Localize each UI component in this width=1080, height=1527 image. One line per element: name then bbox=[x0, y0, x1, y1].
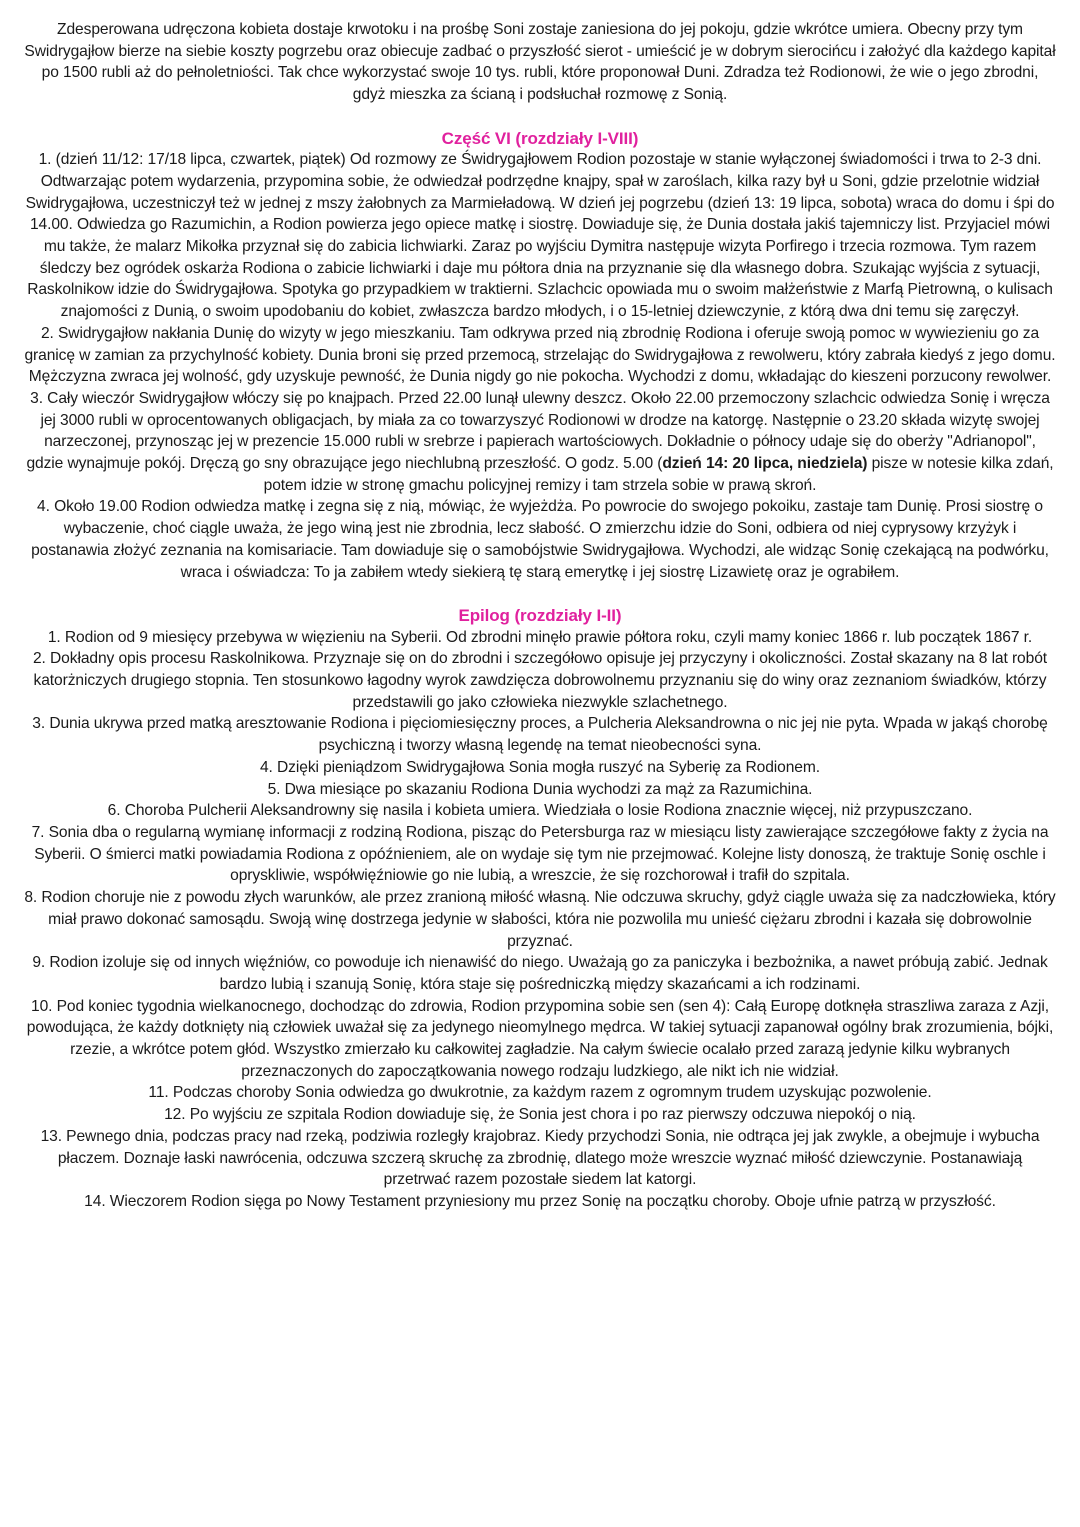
epilog-item-11: 11. Podczas choroby Sonia odwiedza go dwukrotnie, za każdym razem z ogromnym trudem uzyskując pozwolenie. bbox=[148, 1084, 932, 1102]
part6-item-4: 4. Około 19.00 Rodion odwiedza matkę i zegna się z nią, mówiąc, że wyjeżdża. Po powrocie do swojego pokoiku, zastaje tam Dunię. Prosi siostrę o wybaczenie, choć ciągle uważa, że jego winą jest nie zbrodnia, lecz słabość. O zmierzchu idzie do Soni, odbiera od niej cyprysowy krzyżyk i postanawia złożyć zeznania na komisariacie. Tam dowiaduje się o samobójstwie Swidrygajłowa. Wychodzi, ale widząc Sonię czekającą na podwórku, wraca i oświadcza: To ja zabiłem wtedy siekierą tę starą emerytkę i jej siostrę Lizawietę oraz je ograbiłem. bbox=[31, 498, 1049, 581]
epilog-heading: Epilog (rozdziały I-II) bbox=[458, 605, 622, 625]
epilog-list bbox=[24, 627, 1056, 1213]
part6-item-3-bold-date: dzień 14: 20 lipca, niedziela) bbox=[662, 455, 868, 473]
intro-paragraph: Zdesperowana udręczona kobieta dostaje krwotoku i na prośbę Soni zostaje zaniesiona do jej pokoju, gdzie wkrótce umiera. Obecny przy tym Swidrygajłow bierze na siebie koszty pogrzebu oraz obiecuje zadbać o przyszłość sierot - umieścić je w dobrym sierocińcu i założyć dla każdego kapitał po 1500 rubli aż do pełnoletniości. Tak chce wykorzystać swoje 10 tys. rubli, które proponował Duni. Zdradza też Rodionowi, że wie o jego zbrodni, gdyż mieszka za ścianą i podsłuchał rozmowę z Sonią. bbox=[24, 21, 1056, 104]
epilog-item-9: 9. Rodion izoluje się od innych więźniów, co powoduje ich nienawiść do niego. Uważają go za paniczyka i bezbożnika, a nawet próbują zabić. Jednak bardzo lubią i szanują Sonię, która staje się pośredniczką między skazańcami a ich rodzinami. bbox=[32, 954, 1048, 993]
epilog-item-13: 13. Pewnego dnia, podczas pracy nad rzeką, podziwia rozległy krajobraz. Kiedy przychodzi Sonia, nie odtrąca jej jak zwykle, a obejmuje i wybucha płaczem. Doznaje łaski nawrócenia, odczuwa szczerą skruchę za zbrodnię, dlatego może wreszcie wyznać miłość dziewczynie. Postanawiają przetrwać razem pozostałe siedem lat katorgi. bbox=[40, 1127, 1040, 1189]
part6-item-1: 1. (dzień 11/12: 17/18 lipca, czwartek, piątek) Od rozmowy ze Świdrygajłowem Rodion pozostaje w stanie wyłączonej świadomości i trwa to 2-3 dni. Odtwarzając potem wydarzenia, przypomina sobie, że odwiedzał podrzędne knajpy, spał w zaroślach, kilka razy był u Soni, gdzie przelotnie widział Swidrygajłowa, uczestniczył też w jednej z mszy żałobnych za Marmieładową. W dzień jej pogrzebu (dzień 13: 19 lipca, sobota) wraca do domu i śpi do 14.00. Odwiedza go Razumichin, a Rodion powierza jego opiece matkę i siostrę. Dowiaduje się, że Dunia dostała jakiś tajemniczy list. Przyjaciel mówi mu także, że malarz Mikołka przyznał się do zabicia lichwiarki. Zaraz po wyjściu Dymitra następuje wizyta Porfirego i trzecia rozmowa. Tym razem śledczy bez ogródek oskarża Rodiona o zabicie lichwiarki i daje mu półtora dnia na przyznanie się dla własnego dobra. Szukając wyjścia z sytuacji, Raskolnikow idzie do Świdrygajłowa. Spotyka go przypadkiem w traktierni. Szlachcic opowiada mu o swoim małżeństwie z Marfą Pietrowną, o kulisach znajomości z Dunią, o swoim upodobaniu do kobiet, zwłaszcza bardzo młodych, i o 15-letniej dziewczynie, z którą dwa dni temu się zaręczył. bbox=[25, 151, 1055, 321]
document-page bbox=[24, 19, 1056, 1213]
epilog-item-5: 5. Dwa miesiące po skazaniu Rodiona Dunia wychodzi za mąż za Razumichina. bbox=[267, 780, 813, 798]
epilog-item-2: 2. Dokładny opis procesu Raskolnikowa. Przyznaje się on do zbrodni i szczegółowo opisuje jej przyczyny i okoliczności. Został skazany na 8 lat robót katorżniczych drugiego stopnia. Ten stosunkowo łagodny wyrok zawdzięcza dobrowolnemu przyznaniu się do winy oraz zeznaniom świadków, którzy przedstawili go jako człowieka niezwykle szlachetnego. bbox=[32, 650, 1048, 711]
part6-item-3-text-b: pisze w notesie kilka zdań, potem idzie w stronę gmachu policyjnej remizy i tam strzela sobie w prawą skroń. bbox=[263, 455, 1054, 494]
epilog-item-10: 10. Pod koniec tygodnia wielkanocnego, dochodząc do zdrowia, Rodion przypomina sobie sen (sen 4): Całą Europę dotknęła straszliwa zaraza z Azji, powodująca, że każdy dotknięty nią człowiek uważał się za jedynego nieomylnego mędrca. W takiej sytuacji zapanował ogólny brak zrozumienia, bójki, rzezie, a wkrótce potem głód. Wszystko zmierzało ku całkowitej zagładzie. Na całym świecie ocalało przed zarazą jedynie kilku wybranych przeznaczonych do zapoczątkowania nowego rodzaju ludzkiego, ale nikt ich nie widział. bbox=[26, 997, 1054, 1080]
epilog-item-14: 14. Wieczorem Rodion sięga po Nowy Testament przyniesiony mu przez Sonię na początku choroby. Oboje ufnie patrzą w przyszłość. bbox=[84, 1192, 996, 1210]
epilog-item-6: 6. Choroba Pulcherii Aleksandrowny się nasila i kobieta umiera. Wiedziała o losie Rodiona znacznie więcej, niż przypuszczano. bbox=[107, 802, 973, 820]
epilog-item-7: 7. Sonia dba o regularną wymianę informacji z rodziną Rodiona, pisząc do Petersburga raz w miesiącu listy zawierające szczegółowe fakty z życia na Syberii. O śmierci matki powiadamia Rodiona z opóźnieniem, ale on wydaje się tym nie przejmować. Kolejne listy donoszą, że traktuje Sonię oschle i opryskliwie, współwięźniowie go nie lubią, a wreszcie, że się rozchorował i trafił do szpitala. bbox=[31, 823, 1049, 885]
epilog-item-1: 1. Rodion od 9 miesięcy przebywa w więzieniu na Syberii. Od zbrodni minęło prawie półtora roku, czyli mamy koniec 1866 r. lub początek 1867 r. bbox=[47, 628, 1033, 646]
part6-item-2: 2. Swidrygajłow nakłania Dunię do wizyty w jego mieszkaniu. Tam odkrywa przed nią zbrodnię Rodiona i oferuje swoją pomoc w wywiezieniu go za granicę w zamian za przychylność kobiety. Dunia broni się przed przemocą, strzelając do Swidrygajłowa z rewolweru, który zabrała kiedyś z jego domu. Mężczyzna zwraca jej wolność, gdy uzyskuje pewność, że Dunia nigdy go nie pokocha. Wychodzi z domu, wkładając do kieszeni porzucony rewolwer. bbox=[24, 324, 1056, 386]
epilog-item-4: 4. Dzięki pieniądzom Swidrygajłowa Sonia mogła ruszyć na Syberię za Rodionem. bbox=[259, 758, 820, 776]
epilog-item-3: 3. Dunia ukrywa przed matką aresztowanie Rodiona i pięciomiesięczny proces, a Pulcheria Aleksandrowna o nic jej nie pyta. Wpada w jakąś chorobę psychiczną i tworzy własną legendę na temat nieobecności syna. bbox=[32, 715, 1048, 755]
part6-heading: Część VI (rozdziały I-VIII) bbox=[441, 128, 639, 148]
epilog-item-12: 12. Po wyjściu ze szpitala Rodion dowiaduje się, że Sonia jest chora i po raz pierwszy odczuwa niepokój o nią. bbox=[164, 1106, 916, 1124]
part6-item-3 bbox=[24, 388, 1056, 497]
epilog-item-8: 8. Rodion choruje nie z powodu złych warunków, ale przez zranioną miłość własną. Nie odczuwa skruchy, gdyż ciągle uważa się za nadczłowieka, który miał prawo dokonać samosądu. Swoją winę dostrzega jedynie w słabości, która nie pozwolila mu unieść ciężaru zbrodni i kazała się dobrowolnie przyznać. bbox=[24, 889, 1056, 950]
part6-item-3-text-a: 3. Cały wieczór Swidrygajłow włóczy się po knajpach. Przed 22.00 lunął ulewny deszcz. Około 22.00 przemoczony szlachcic odwiedza Sonię i wręcza jej 3000 rubli w oprocentowanych obligacjach, by miała za co towarzyszyć Rodionowi w drodze na katorgę. Następnie o 23.20 składa wizytę swojej narzeczonej, przynosząc jej w prezencie 15.000 rubli w srebrze i papierach wartościowych. Dokładnie o północy udaje się do oberży "Adrianopol", gdzie wynajmuje pokój. Dręczą go sny obrazujące jego niechlubną przeszłość. O godz. 5.00 ( bbox=[26, 389, 1050, 473]
